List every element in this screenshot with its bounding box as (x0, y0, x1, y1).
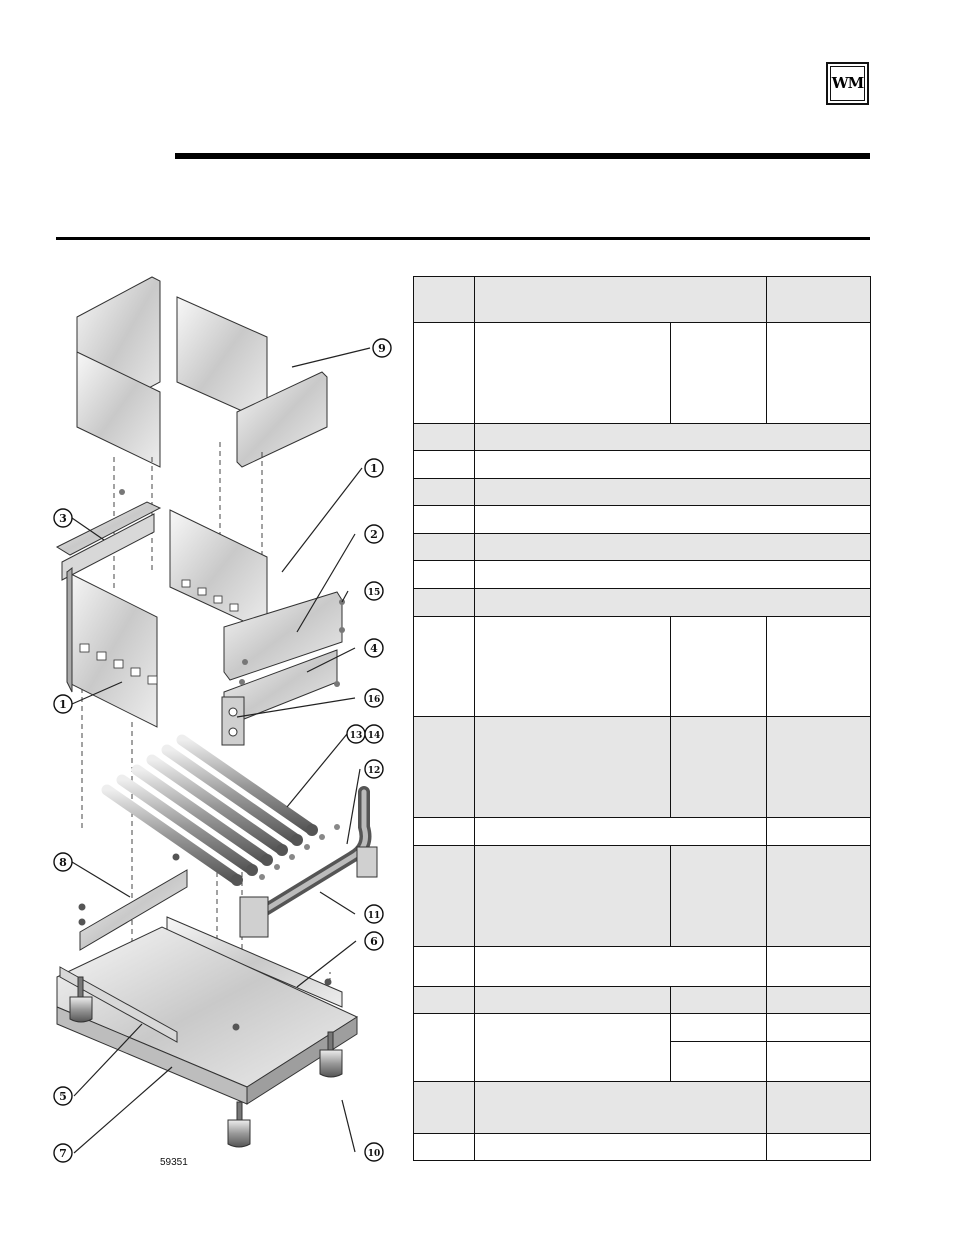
table-row (414, 424, 871, 451)
table-row (414, 561, 871, 589)
callout-10: 10 (367, 1149, 381, 1159)
callout-4: 4 (370, 642, 378, 655)
callout-13: 13 (349, 731, 363, 741)
callout-6: 6 (370, 935, 378, 948)
table-row (414, 506, 871, 534)
brand-logo (826, 62, 869, 105)
callout-1-left: 1 (59, 698, 67, 711)
callout-16: 16 (367, 695, 381, 705)
callout-2: 2 (370, 528, 378, 541)
callout-7: 7 (59, 1147, 67, 1160)
table-row (414, 617, 871, 717)
table-row (414, 1014, 871, 1042)
section-rule (56, 237, 870, 240)
table-header-row (414, 277, 871, 323)
callout-8: 8 (59, 856, 67, 869)
header-rule-thick (175, 153, 870, 159)
callout-12: 12 (367, 766, 381, 776)
table-row (414, 534, 871, 561)
table-row (414, 818, 871, 846)
table-row (414, 589, 871, 617)
table-row (414, 1134, 871, 1161)
callout-14: 14 (367, 731, 381, 741)
table-row (414, 479, 871, 506)
table-row (414, 846, 871, 947)
callout-9: 9 (378, 342, 386, 355)
callout-1-right: 1 (370, 462, 378, 475)
exploded-parts-diagram (52, 272, 400, 1170)
figure-number: 59351 (160, 1157, 188, 1168)
table-row (414, 1082, 871, 1134)
burner-tubes (107, 740, 318, 886)
callout-3: 3 (59, 512, 67, 525)
logo-mark: WM (830, 66, 865, 101)
callout-15: 15 (367, 588, 381, 598)
table-row (414, 323, 871, 424)
table-row (414, 451, 871, 479)
baffle-panels (77, 277, 327, 467)
table-row (414, 987, 871, 1014)
table-row (414, 947, 871, 987)
parts-table (413, 276, 871, 1161)
callout-5: 5 (59, 1090, 67, 1103)
callout-11: 11 (367, 911, 381, 921)
table-row (414, 717, 871, 818)
